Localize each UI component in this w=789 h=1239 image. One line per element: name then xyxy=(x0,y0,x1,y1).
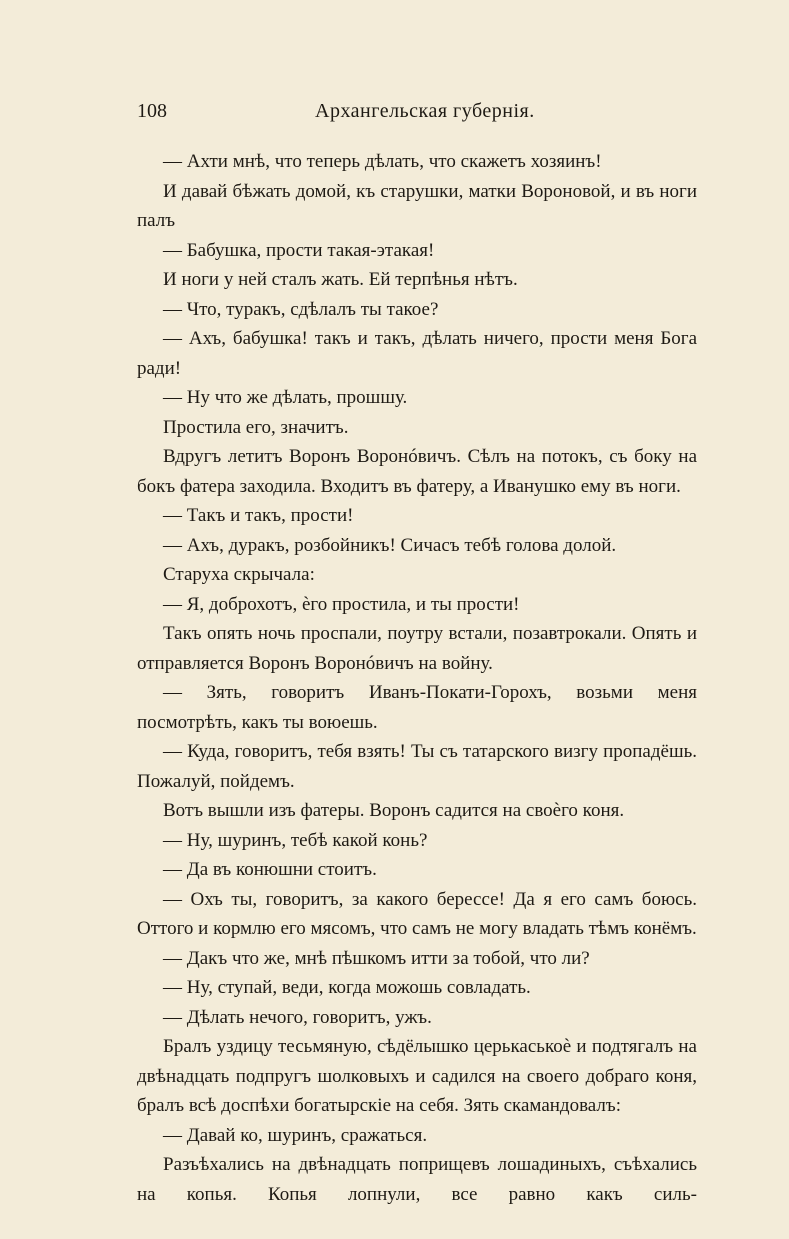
paragraph: — Ну, ступай, веди, когда можошь совладать. xyxy=(163,977,531,998)
paragraph: Простила его, значитъ. xyxy=(163,416,349,438)
paragraph: Такъ опять ночь проспали, поутру встали, позавтрокали. Опять и отправляется Воронъ Воронóвичъ на войну. xyxy=(137,623,697,674)
paragraph: — Да въ конюшни стоитъ. xyxy=(163,859,377,880)
paragraph: Разъѣхались на двѣнадцать поприщевъ лошадиныхъ, съѣхались на копья. Копья лопнули, все равно какъ силь- xyxy=(137,1154,697,1205)
paragraph: — Ну, шуринъ, тебѣ какой конь? xyxy=(163,829,428,851)
paragraph: И давай бѣжать домой, къ старушки, матки Вороновой, и въ ноги палъ xyxy=(137,180,697,231)
paragraph: — Что, туракъ, сдѣлалъ ты такое? xyxy=(163,298,439,320)
paragraph: Бралъ уздицу тесьмяную, сѣдёлышко церькаськоѐ и подтягалъ на двѣнадцать подпругъ шолковыхъ и садился на своего добраго коня, бралъ всѣ доспѣхи богатырскіе на себя. Зять скамандовалъ: xyxy=(137,1036,697,1116)
body-text xyxy=(137,147,697,1209)
paragraph: — Бабушка, прости такая-этакая! xyxy=(163,239,435,261)
paragraph: — Давай ко, шуринъ, сражаться. xyxy=(163,1124,428,1146)
paragraph: — Дѣлать нечого, говоритъ, ужъ. xyxy=(163,1006,432,1028)
running-title: Архангельская губернія. xyxy=(315,100,535,122)
paragraph: Старуха скрычала: xyxy=(163,564,315,585)
paragraph: — Зять, говоритъ Иванъ-Покати-Горохъ, возьми меня посмотрѣть, какъ ты воюешь. xyxy=(137,682,697,733)
paragraph: Вдругъ летитъ Воронъ Воронóвичъ. Сѣлъ на потокъ, съ боку на бокъ фатера заходила. Входитъ въ фатеру, а Иванушко ему въ ноги. xyxy=(137,446,697,497)
running-head xyxy=(137,96,697,130)
paragraph: — Ахъ, дуракъ, розбойникъ! Сичасъ тебѣ голова долой. xyxy=(163,534,617,556)
paragraph: — Я, доброхотъ, ѐго простила, и ты прости! xyxy=(163,593,520,615)
paragraph: — Ну что же дѣлать, прошшу. xyxy=(163,387,408,408)
paragraph: Вотъ вышли изъ фатеры. Воронъ садится на своѐго коня. xyxy=(163,800,625,821)
page-number: 108 xyxy=(137,100,167,122)
paragraph: — Ахти мнѣ, что теперь дѣлать, что скажетъ хозяинъ! xyxy=(163,151,602,172)
paragraph: — Ахъ, бабушка! такъ и такъ, дѣлать ничего, прости меня Бога ради! xyxy=(137,328,697,379)
paragraph: — Такъ и такъ, прости! xyxy=(163,505,354,526)
paragraph: — Куда, говоритъ, тебя взять! Ты съ татарского визгу пропадёшь. Пожалуй, пойдемъ. xyxy=(137,741,697,792)
paragraph: — Дакъ что же, мнѣ пѣшкомъ итти за тобой, что ли? xyxy=(163,947,590,969)
paragraph: И ноги у ней сталъ жать. Ей терпѣнья нѣтъ. xyxy=(163,269,518,290)
paragraph: — Охъ ты, говоритъ, за какого берессе! Да я его самъ боюсь. Оттого и кормлю его мясомъ, что самъ не могу владать тѣмъ конёмъ. xyxy=(137,888,697,939)
